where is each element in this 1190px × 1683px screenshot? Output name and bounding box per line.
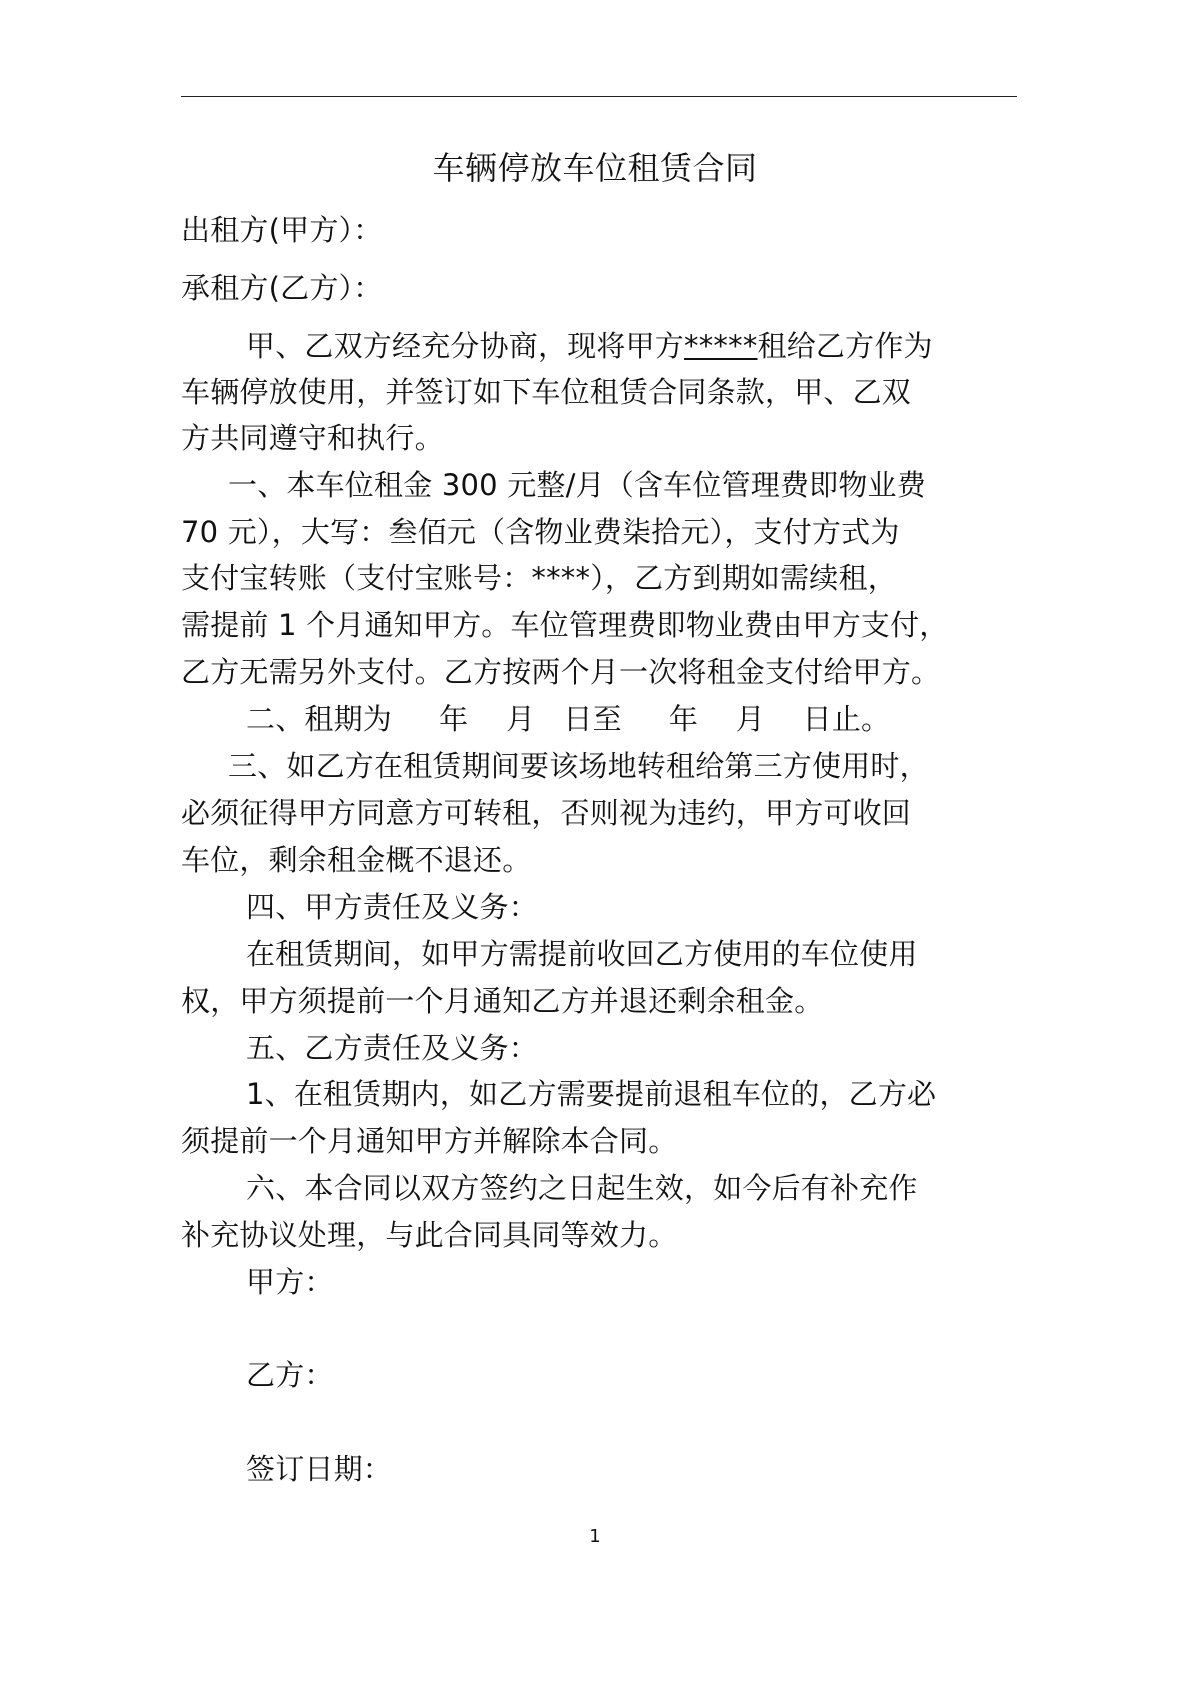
clause-3-line-1: 三、如乙方在租赁期间要该场地转租给第三方使用时， [228,749,929,783]
masked-location: ***** [684,329,758,363]
signature-party-b: 乙方： [246,1358,334,1392]
lessee-label: 承租方(乙方）： [181,271,383,305]
intro-line-3: 方共同遵守和执行。 [181,421,444,455]
clause-5-line-1: 1、在租赁期内，如乙方需要提前退租车位的，乙方必 [246,1077,937,1111]
clause-1-line-3: 支付宝转账（支付宝账号：****），乙方到期如需续租， [181,561,897,595]
clause-6-line-2: 补充协议处理，与此合同具同等效力。 [181,1218,678,1252]
clause-1-line-2: 70 元），大写：叁佰元（含物业费柒拾元），支付方式为 [181,515,900,549]
page-number: 1 [589,1526,601,1547]
clause-5-line-2: 须提前一个月通知甲方并解除本合同。 [181,1124,678,1158]
signature-date: 签订日期： [246,1452,393,1486]
clause-1-line-1: 一、本车位租金 300 元整/月（含车位管理费即物业费 [228,468,926,502]
clause-3-line-3: 车位，剩余租金概不退还。 [181,843,532,877]
intro-text-b: 租给乙方作为 [757,329,933,363]
clause-1-line-5: 乙方无需另外支付。乙方按两个月一次将租金支付给甲方。 [181,655,941,689]
clause-6-line-1: 六、本合同以双方签约之日起生效，如今后有补充作 [246,1171,918,1205]
intro-line-1 [246,326,933,366]
header-rule [181,96,1017,97]
signature-party-a: 甲方： [246,1265,334,1299]
lessor-label: 出租方(甲方）： [181,213,383,247]
clause-4-heading: 四、甲方责任及义务： [246,890,539,924]
clause-4-line-1: 在租赁期间，如甲方需提前收回乙方使用的车位使用 [246,937,918,971]
clause-1-line-4: 需提前 1 个月通知甲方。车位管理费即物业费由甲方支付， [181,608,949,642]
clause-4-line-2: 权，甲方须提前一个月通知乙方并退还剩余租金。 [181,984,824,1018]
intro-text-a: 甲、乙双方经充分协商，现将甲方 [246,329,685,363]
clause-5-heading: 五、乙方责任及义务： [246,1031,539,1065]
intro-line-2: 车辆停放使用，并签订如下车位租赁合同条款，甲、乙双 [181,375,912,409]
clause-2-lease-term: 二、租期为 年 月 日至 年 月 日止。 [246,702,891,736]
clause-3-line-2: 必须征得甲方同意方可转租，否则视为违约，甲方可收回 [181,796,912,830]
page-title: 车辆停放车位租赁合同 [432,149,758,187]
